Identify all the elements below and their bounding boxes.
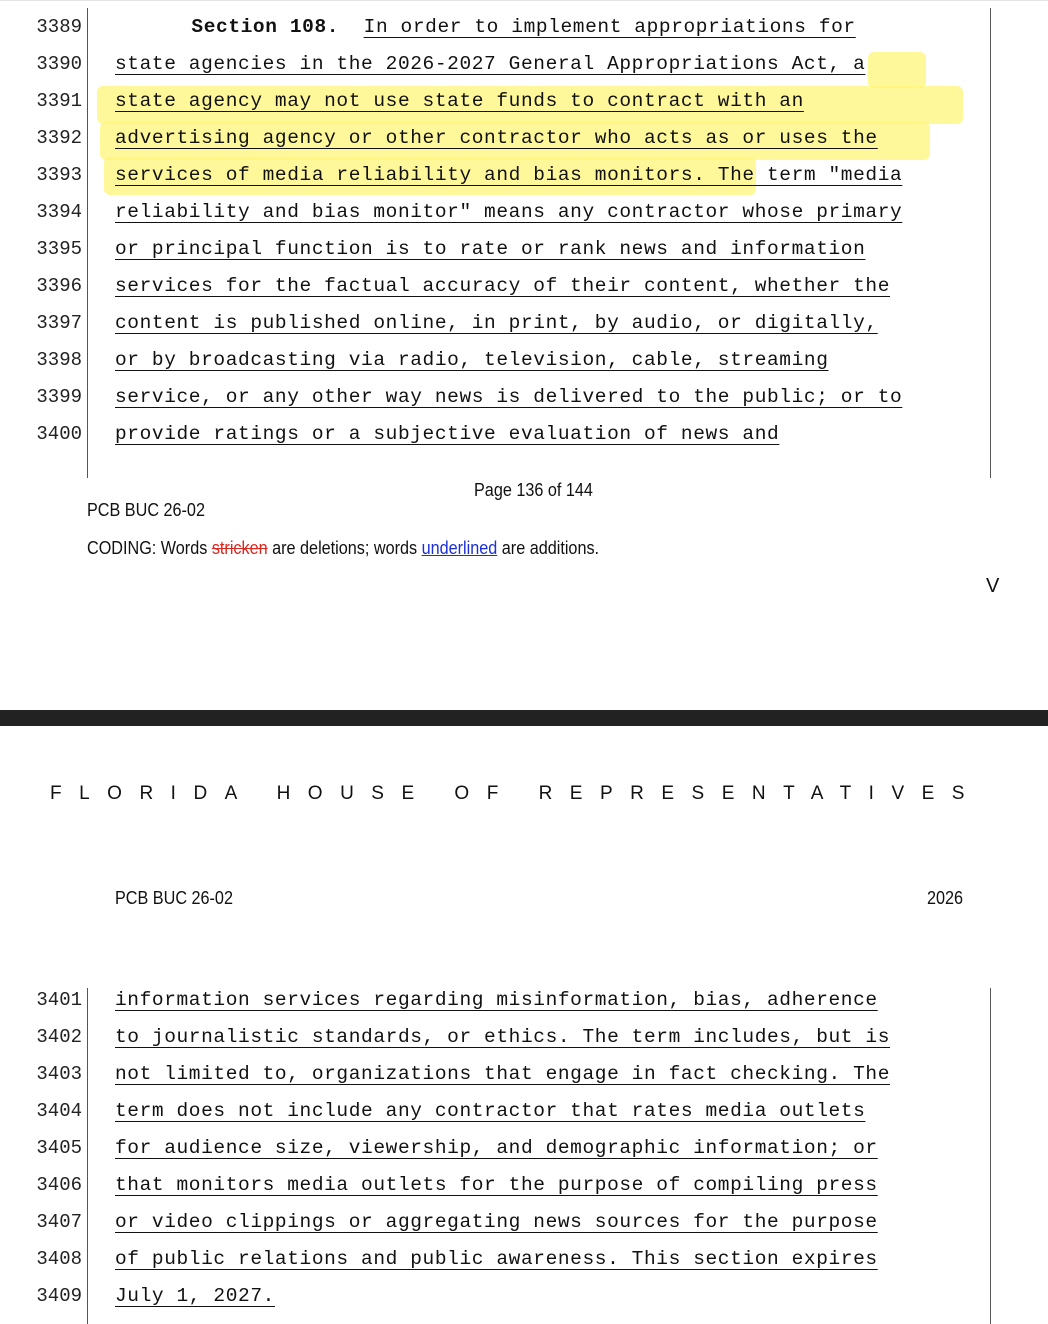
coding-suffix: are additions. xyxy=(497,538,600,558)
text-segment: content is published online, in print, by audio, or digitally, xyxy=(115,312,878,334)
text-segment: for audience size, viewership, and demographic information; or xyxy=(115,1137,878,1159)
line-number: 3406 xyxy=(36,1174,82,1196)
chamber-title: FLORIDA HOUSE OF REPRESENTATIVES xyxy=(50,783,982,804)
line-number: 3399 xyxy=(36,386,82,408)
session-year: 2026 xyxy=(927,888,964,908)
bill-id: PCB BUC 26-02 xyxy=(87,500,205,520)
text-segment: that monitors media outlets for the purpose of compiling press xyxy=(115,1174,878,1196)
text-segment: service, or any other way news is delivered to the public; or to xyxy=(115,386,903,408)
right-margin-rule xyxy=(990,8,991,478)
line-number: 3389 xyxy=(36,16,82,38)
text-segment: information services regarding misinformation, bias, adherence xyxy=(115,989,878,1011)
bill-text-line xyxy=(115,53,865,75)
line-number: 3405 xyxy=(36,1137,82,1159)
line-number: 3398 xyxy=(36,349,82,371)
right-margin-rule xyxy=(990,988,991,1324)
line-number: 3394 xyxy=(36,201,82,223)
bill-text-line xyxy=(115,1137,878,1159)
bill-text-line xyxy=(115,164,902,186)
line-number: 3402 xyxy=(36,1026,82,1048)
line-number: 3404 xyxy=(36,1100,82,1122)
coding-legend xyxy=(87,538,599,559)
line-number: 3401 xyxy=(36,989,82,1011)
bill-text-line xyxy=(115,312,878,334)
bill-text-line xyxy=(115,1026,890,1048)
page-number: Page 136 of 144 xyxy=(474,480,593,500)
bill-text-line xyxy=(115,275,890,297)
left-margin-rule xyxy=(87,988,88,1324)
bill-text-line xyxy=(93,16,856,38)
text-segment: not limited to, organizations that engage in fact checking. The xyxy=(115,1063,891,1085)
text-segment xyxy=(339,16,364,38)
bill-text-line xyxy=(115,349,829,371)
bill-id-header: PCB BUC 26-02 xyxy=(115,888,233,908)
line-number: 3409 xyxy=(36,1285,82,1307)
highlight-mark xyxy=(868,52,926,88)
line-number: 3395 xyxy=(36,238,82,260)
text-segment: services of media reliability and bias monitors. The term "media xyxy=(115,164,903,186)
section-heading: Section 108. xyxy=(191,16,340,38)
line-number: 3403 xyxy=(36,1063,82,1085)
corner-mark: V xyxy=(986,575,1000,597)
text-segment: to journalistic standards, or ethics. The term includes, but is xyxy=(115,1026,891,1048)
text-segment: term does not include any contractor that rates media outlets xyxy=(115,1100,866,1122)
line-number: 3400 xyxy=(36,423,82,445)
bill-text-line xyxy=(115,238,865,260)
text-segment: of public relations and public awareness. This section expires xyxy=(115,1248,878,1270)
line-number: 3396 xyxy=(36,275,82,297)
coding-underlined: underlined xyxy=(421,538,498,558)
bill-text-line xyxy=(115,1063,890,1085)
text-segment: provide ratings or a subjective evaluation of news and xyxy=(115,423,780,445)
bill-text-line xyxy=(115,423,779,445)
bill-text-line xyxy=(115,1285,275,1307)
bill-text-line xyxy=(115,1211,878,1233)
line-number: 3397 xyxy=(36,312,82,334)
bill-text-line xyxy=(115,127,878,149)
line-number: 3393 xyxy=(36,164,82,186)
text-segment: or principal function is to rate or rank news and information xyxy=(115,238,866,260)
text-segment: In order to implement appropriations for xyxy=(363,16,856,38)
coding-middle: are deletions; words xyxy=(267,538,422,558)
line-number: 3392 xyxy=(36,127,82,149)
bill-text-line xyxy=(115,1174,878,1196)
coding-prefix: CODING: Words xyxy=(87,538,212,558)
left-margin-rule xyxy=(87,8,88,478)
text-segment xyxy=(93,16,191,38)
text-segment: state agency may not use state funds to contract with an xyxy=(115,90,804,112)
text-segment: advertising agency or other contractor who acts as or uses the xyxy=(115,127,878,149)
coding-stricken: stricken xyxy=(211,538,268,558)
bill-text-line xyxy=(115,1248,878,1270)
bill-text-line xyxy=(115,201,902,223)
line-number: 3391 xyxy=(36,90,82,112)
text-segment: state agencies in the 2026-2027 General Appropriations Act, a xyxy=(115,53,866,75)
top-border xyxy=(0,0,1048,1)
line-number: 3408 xyxy=(36,1248,82,1270)
text-segment: or video clippings or aggregating news sources for the purpose xyxy=(115,1211,878,1233)
text-segment: services for the factual accuracy of their content, whether the xyxy=(115,275,891,297)
bill-text-line xyxy=(115,90,804,112)
text-segment: or by broadcasting via radio, television, cable, streaming xyxy=(115,349,829,371)
line-number: 3407 xyxy=(36,1211,82,1233)
bill-text-line xyxy=(115,1100,865,1122)
page-divider xyxy=(0,710,1048,726)
line-number: 3390 xyxy=(36,53,82,75)
text-segment: reliability and bias monitor" means any contractor whose primary xyxy=(115,201,903,223)
bill-text-line xyxy=(115,989,878,1011)
text-segment: July 1, 2027. xyxy=(115,1285,275,1307)
bill-text-line xyxy=(115,386,902,408)
